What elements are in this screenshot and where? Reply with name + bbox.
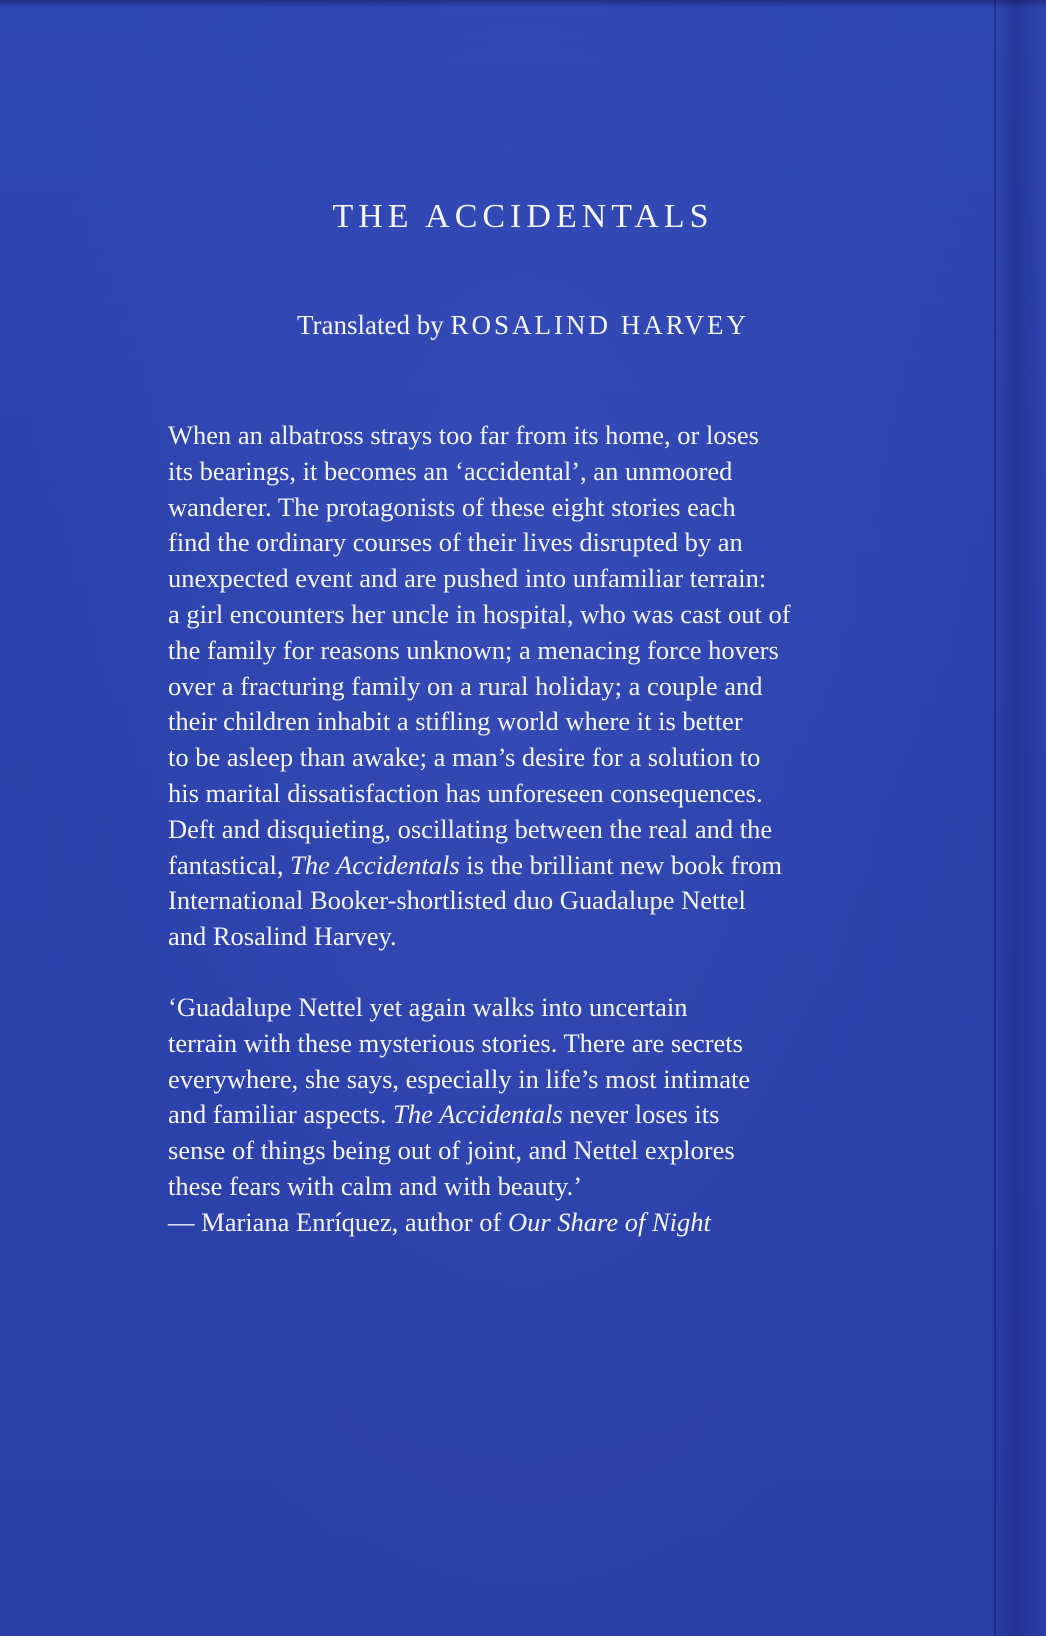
text-segment: unexpected event and are pushed into unfamiliar terrain: xyxy=(168,563,767,594)
text-segment: everywhere, she says, especially in life’s most intimate xyxy=(168,1063,751,1094)
text-segment: wanderer. The protagonists of these eight stories each xyxy=(168,491,736,522)
blurb-line xyxy=(168,525,888,561)
translator-prefix: Translated by xyxy=(296,310,451,340)
text-segment: terrain with these mysterious stories. There are secrets xyxy=(168,1027,743,1058)
text-segment: the family for reasons unknown; a menacing force hovers xyxy=(168,634,779,665)
book-blurb xyxy=(168,418,888,955)
italic-book-title: The Accidentals xyxy=(393,1099,563,1130)
text-segment: never loses its xyxy=(562,1099,720,1130)
text-segment: over a fracturing family on a rural holiday; a couple and xyxy=(168,670,763,701)
text-segment: find the ordinary courses of their lives disrupted by an xyxy=(168,527,743,558)
italic-book-title: The Accidentals xyxy=(290,849,460,880)
spine-edge xyxy=(994,0,1046,1636)
text-segment: sense of things being out of joint, and Nettel explores xyxy=(168,1135,735,1166)
quote-line xyxy=(168,1169,888,1205)
quote-line xyxy=(168,1062,888,1098)
quote-line xyxy=(168,1205,888,1241)
blurb-line xyxy=(168,740,888,776)
text-segment: fantastical, xyxy=(168,849,291,880)
blurb-line xyxy=(168,418,888,454)
blurb-line xyxy=(168,490,888,526)
book-title: THE ACCIDENTALS xyxy=(332,198,714,235)
translator-name: ROSALIND HARVEY xyxy=(450,310,750,340)
blurb-line xyxy=(168,454,888,490)
blurb-line xyxy=(168,597,888,633)
quote-line xyxy=(168,1133,888,1169)
blurb-line xyxy=(168,776,888,812)
text-segment: its bearings, it becomes an ‘accidental’, an unmoored xyxy=(168,455,733,486)
text-segment: a girl encounters her uncle in hospital, who was cast out of xyxy=(168,598,791,629)
top-edge-shadow xyxy=(0,0,1046,8)
review-quote xyxy=(168,990,888,1241)
blurb-line xyxy=(168,812,888,848)
blurb-line xyxy=(168,669,888,705)
quote-line xyxy=(168,1026,888,1062)
text-segment: and Rosalind Harvey. xyxy=(168,921,397,952)
text-segment: and familiar aspects. xyxy=(168,1099,394,1130)
text-segment: Deft and disquieting, oscillating between the real and the xyxy=(168,813,773,844)
blurb-line xyxy=(168,848,888,884)
blurb-line xyxy=(168,633,888,669)
blurb-line xyxy=(168,561,888,597)
text-segment: International Booker-shortlisted duo Guadalupe Nettel xyxy=(168,885,746,916)
text-segment: his marital dissatisfaction has unforeseen consequences. xyxy=(168,777,763,808)
text-segment: is the brilliant new book from xyxy=(459,849,783,880)
quote-line xyxy=(168,1097,888,1133)
text-segment: their children inhabit a stifling world where it is better xyxy=(168,706,743,737)
italic-book-title: Our Share of Night xyxy=(507,1206,711,1237)
quote-line xyxy=(168,990,888,1026)
blurb-line xyxy=(168,883,888,919)
text-segment: — Mariana Enríquez, author of xyxy=(168,1206,508,1237)
blurb-line xyxy=(168,919,888,955)
blurb-line xyxy=(168,704,888,740)
cover-crease xyxy=(994,0,996,1636)
text-segment: When an albatross strays too far from its home, or loses xyxy=(168,420,759,450)
translator-credit xyxy=(0,310,1046,341)
text-segment: to be asleep than awake; a man’s desire for a solution to xyxy=(168,742,761,773)
text-segment: ‘Guadalupe Nettel yet again walks into uncertain xyxy=(168,992,688,1022)
text-segment: these fears with calm and with beauty.’ xyxy=(168,1170,583,1201)
